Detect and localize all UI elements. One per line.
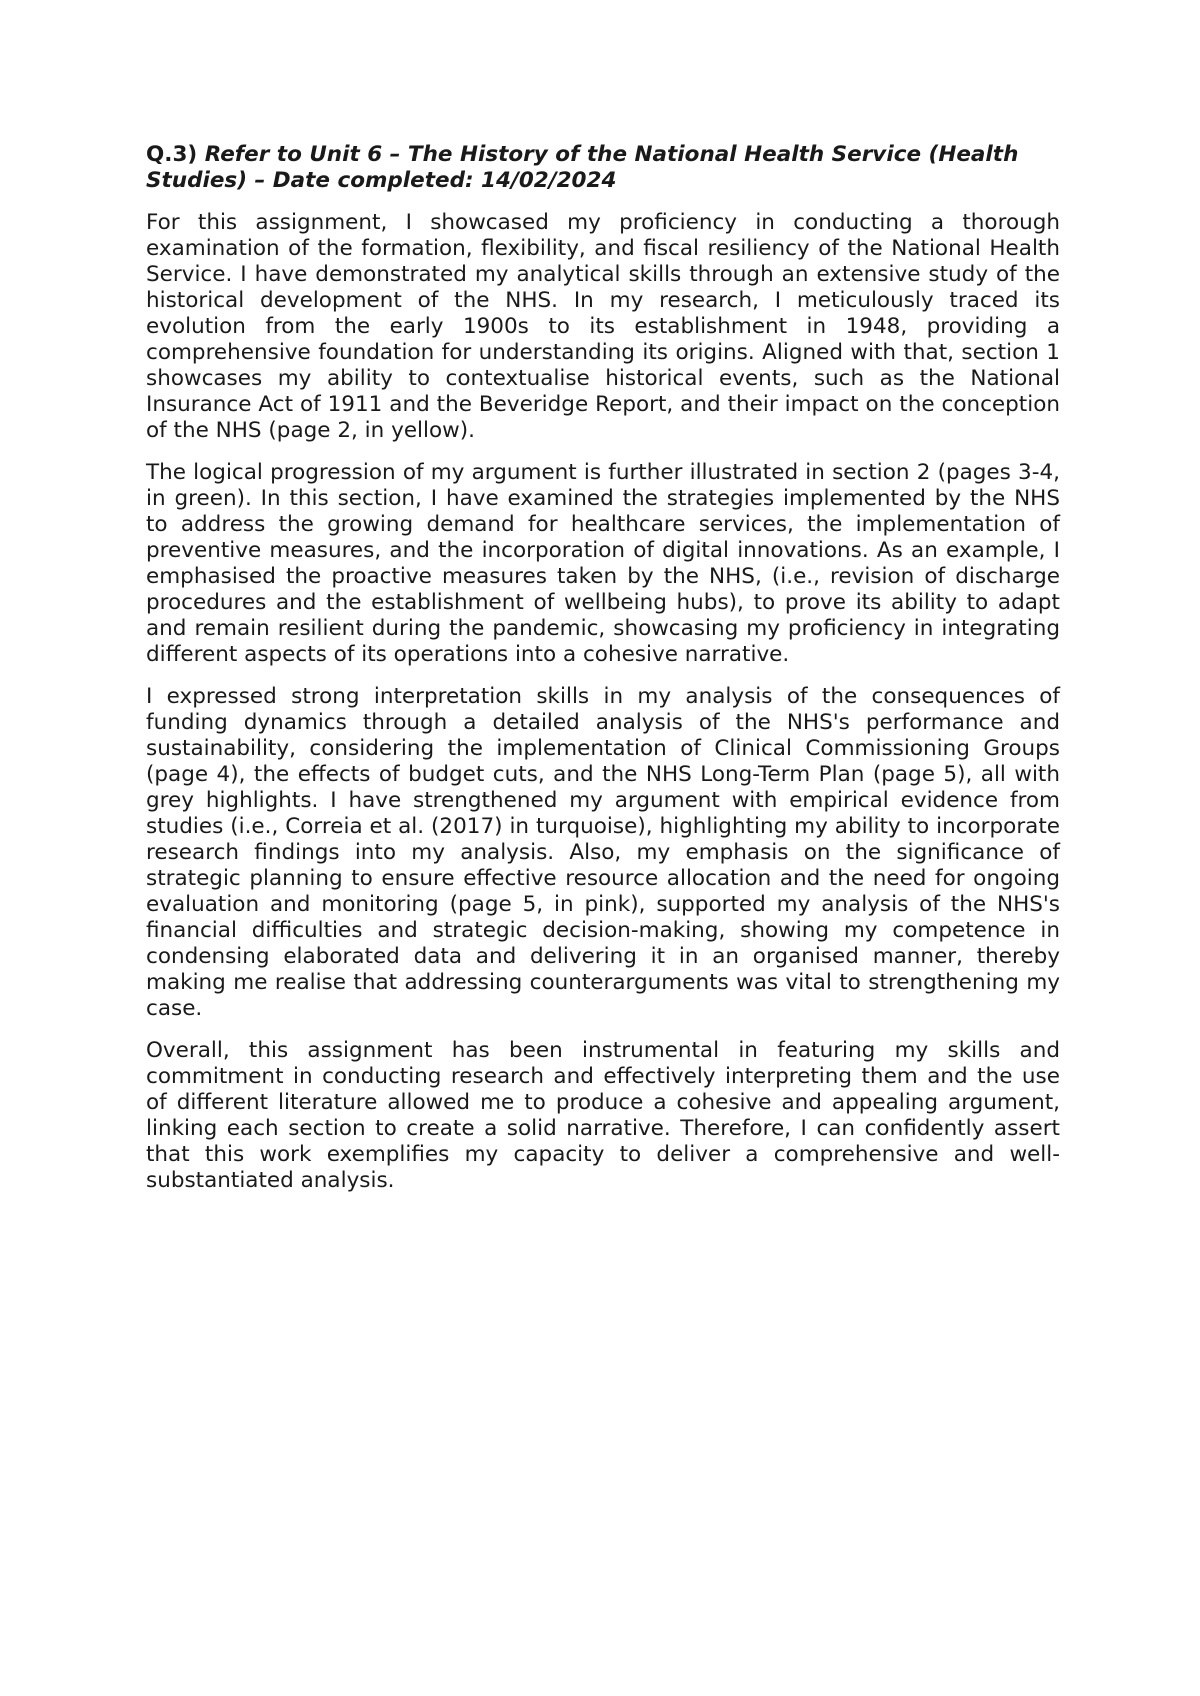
document-page	[146, 142, 1060, 1210]
question-title: Refer to Unit 6 – The History of the National Health Service (Health Studies) – Date completed: 14/02/2024	[146, 142, 1019, 193]
question-number: Q.3)	[146, 142, 198, 167]
paragraph-introduction: For this assignment, I showcased my proficiency in conducting a thorough examination of the formation, flexibility, and fiscal resiliency of the National Health Service. I have demonstrated my analytical skills through an extensive study of the historical development of the NHS. In my research, I meticulously traced its evolution from the early 1900s to its establishment in 1948, providing a comprehensive foundation for understanding its origins. Aligned with that, section 1 showcases my ability to contextualise historical events, such as the National Insurance Act of 1911 and the Beveridge Report, and their impact on the conception of the NHS (page 2, in yellow).	[146, 210, 1060, 443]
paragraph-funding-analysis: I expressed strong interpretation skills in my analysis of the consequences of funding dynamics through a detailed analysis of the NHS's performance and sustainability, considering the implementation of Clinical Commissioning Groups (page 4), the effects of budget cuts, and the NHS Long-Term Plan (page 5), all with grey highlights. I have strengthened my argument with empirical evidence from studies (i.e., Correia et al. (2017) in turquoise), highlighting my ability to incorporate research findings into my analysis. Also, my emphasis on the significance of strategic planning to ensure effective resource allocation and the need for ongoing evaluation and monitoring (page 5, in pink), supported my analysis of the NHS's financial difficulties and strategic decision-making, showing my competence in condensing elaborated data and delivering it in an organised manner, thereby making me realise that addressing counterarguments was vital to strengthening my case.	[146, 684, 1060, 1021]
question-heading	[146, 142, 1060, 194]
paragraph-conclusion: Overall, this assignment has been instrumental in featuring my skills and commitment in conducting research and effectively interpreting them and the use of different literature allowed me to produce a cohesive and appealing argument, linking each section to create a solid narrative. Therefore, I can confidently assert that this work exemplifies my capacity to deliver a comprehensive and well-substantiated analysis.	[146, 1038, 1060, 1193]
paragraph-section-2: The logical progression of my argument is further illustrated in section 2 (pages 3-4, in green). In this section, I have examined the strategies implemented by the NHS to address the growing demand for healthcare services, the implementation of preventive measures, and the incorporation of digital innovations. As an example, I emphasised the proactive measures taken by the NHS, (i.e., revision of discharge procedures and the establishment of wellbeing hubs), to prove its ability to adapt and remain resilient during the pandemic, showcasing my proficiency in integrating different aspects of its operations into a cohesive narrative.	[146, 460, 1060, 667]
